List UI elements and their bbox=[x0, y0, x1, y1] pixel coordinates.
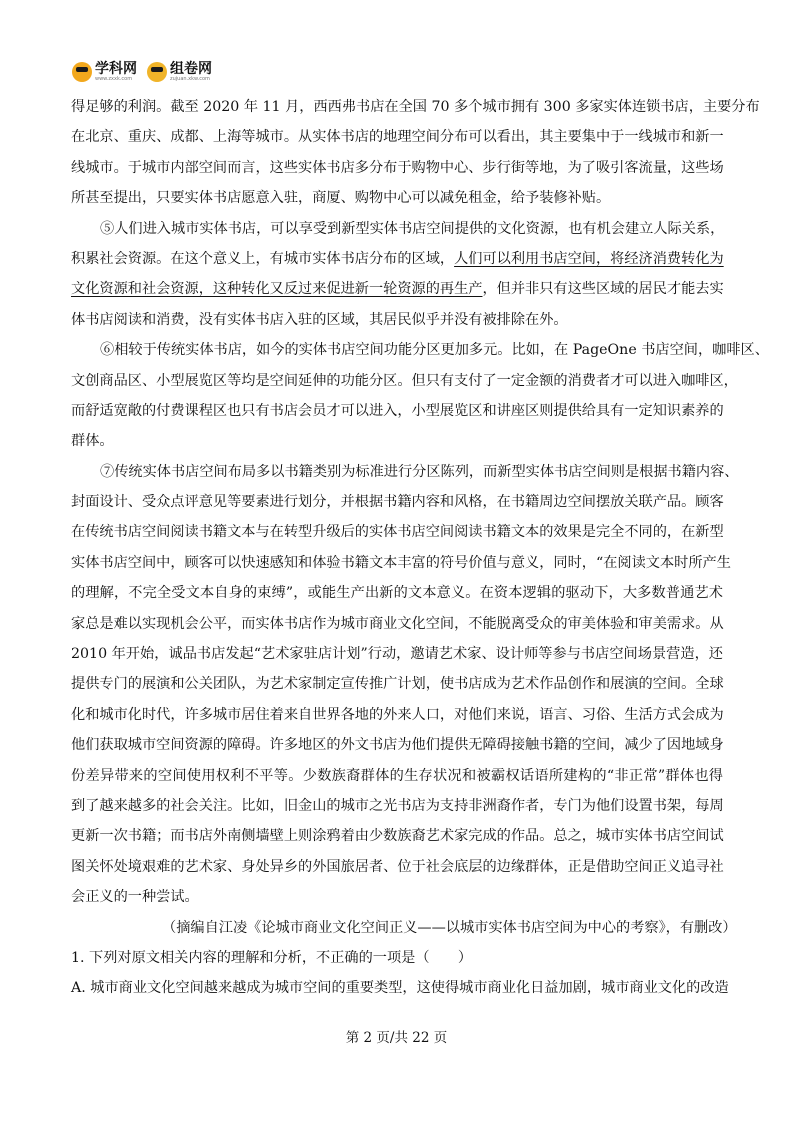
line-text: 而舒适宽敞的付费课程区也只有书店会员才可以进入，小型展览区和讲座区则提供给具有一定知识素养的 bbox=[71, 402, 724, 419]
line-text: 体书店阅读和消费，没有实体书店入驻的区域，其居民似乎并没有被排除在外。 bbox=[71, 311, 568, 328]
underlined-text: 人们可以利用书店空间，将经济消费转化为 bbox=[454, 250, 724, 267]
text-line bbox=[71, 761, 723, 791]
line-text: 在传统书店空间阅读书籍文本与在转型升级后的实体书店空间阅读书籍文本的效果是完全不同的，在新型 bbox=[71, 524, 724, 541]
text-line bbox=[71, 183, 723, 213]
line-text: 图关怀处境艰难的艺术家、身处异乡的外国旅居者、位于社会底层的边缘群体，正是借助空间正义追寻社 bbox=[71, 858, 724, 875]
text-line bbox=[71, 578, 723, 608]
graduation-cap-icon bbox=[72, 62, 92, 82]
text-line bbox=[71, 639, 723, 669]
line-text: 提供专门的展演和公关团队，为艺术家制定宣传推广计划，使书店成为艺术作品创作和展演的空间。全球 bbox=[71, 676, 724, 693]
text-line bbox=[71, 487, 723, 517]
text-line bbox=[71, 122, 723, 152]
zujuanwang-logo bbox=[147, 62, 212, 82]
line-text: 得足够的利润。截至 2020 年 11 月，西西弗书店在全国 70 多个城市拥有 300 多家实体连锁书店，主要分布 bbox=[71, 99, 760, 115]
line-text: ，但并非只有这些区域的居民才能去实 bbox=[482, 281, 724, 298]
text-line bbox=[71, 669, 723, 699]
text-line bbox=[71, 852, 723, 882]
text-line bbox=[71, 548, 731, 578]
text-line bbox=[71, 730, 723, 760]
line-text: 积累社会资源。在这个意义上，有城市实体书店分布的区域， bbox=[71, 250, 455, 267]
logo-url: zujuan.xkw.com bbox=[170, 76, 210, 82]
line-text: 实体书店空间中，顾客可以快速感知和体验书籍文本丰富的符号价值与意义，同时，“在阅读文本时所产生 bbox=[71, 554, 731, 571]
text-line bbox=[71, 973, 729, 1003]
text-line bbox=[71, 700, 723, 730]
line-text: 更新一次书籍；而书店外南侧墙壁上则涂鸦着由少数族裔艺术家完成的作品。总之，城市实体书店空间试 bbox=[71, 828, 724, 845]
line-text: 在北京、重庆、成都、上海等城市。从实体书店的地理空间分布可以看出，其主要集中于一线城市和新一 bbox=[71, 129, 724, 146]
text-line bbox=[71, 214, 723, 244]
line-text: 会正义的一种尝试。 bbox=[71, 889, 199, 906]
xuekewang-logo bbox=[72, 62, 137, 82]
line-text: ⑥相较于传统实体书店，如今的实体书店空间功能分区更加多元。比如，在 PageOne 书店空间，咖啡区、 bbox=[100, 342, 769, 359]
text-line bbox=[71, 153, 723, 183]
text-line bbox=[71, 426, 723, 456]
line-text: （摘编自江凌《论城市商业文化空间正义——以城市实体书店空间为中心的考察》，有删改） bbox=[162, 919, 737, 936]
logo-name: 组卷网 bbox=[170, 61, 212, 77]
text-line bbox=[71, 274, 723, 304]
line-text: 所甚至提出，只要实体书店愿意入驻，商厦、购物中心可以减免租金，给予装修补贴。 bbox=[71, 190, 611, 207]
logo-name: 学科网 bbox=[95, 61, 137, 77]
text-line bbox=[71, 791, 723, 821]
line-text: 家总是难以实现机会公平，而实体书店作为城市商业文化空间，不能脱离受众的审美体验和审美需求。从 bbox=[71, 615, 724, 632]
page-header bbox=[72, 60, 212, 84]
line-text: 线城市。于城市内部空间而言，这些实体书店多分布于购物中心、步行街等地，为了吸引客流量，这些场 bbox=[71, 159, 724, 176]
text-line bbox=[71, 305, 723, 335]
text-line bbox=[71, 396, 723, 426]
text-line bbox=[71, 609, 723, 639]
text-line bbox=[71, 821, 723, 851]
line-text: ⑤人们进入城市实体书店，可以享受到新型实体书店空间提供的文化资源，也有机会建立人际关系， bbox=[100, 220, 725, 237]
text-line bbox=[71, 882, 723, 912]
article-body bbox=[71, 92, 769, 1004]
line-text: ⑦传统实体书店空间布局多以书籍类别为标准进行分区陈列，而新型实体书店空间则是根据书籍内容、 bbox=[100, 463, 739, 480]
text-line bbox=[71, 517, 723, 547]
line-text: 的理解，不完全受文本自身的束缚”，或能生产出新的文本意义。在资本逻辑的驱动下，大多数普通艺术 bbox=[71, 585, 723, 602]
line-text: 1. 下列对原文相关内容的理解和分析，不正确的一项是（ ） bbox=[71, 949, 473, 966]
page-number: 第 2 页/共 22 页 bbox=[345, 1030, 448, 1046]
line-text: 2010 年开始，诚品书店发起“艺术家驻店计划”行动，邀请艺术家、设计师等参与书店空间场景营造，还 bbox=[71, 646, 723, 663]
text-line bbox=[71, 335, 769, 365]
text-line bbox=[71, 943, 723, 973]
line-text: 化和城市化时代，许多城市居住着来自世界各地的外来人口，对他们来说，语言、习俗、生活方式会成为 bbox=[71, 706, 724, 723]
line-text: 封面设计、受众点评意见等要素进行划分，并根据书籍内容和风格，在书籍周边空间摆放关联产品。顾客 bbox=[71, 494, 724, 511]
text-line bbox=[71, 92, 760, 122]
underlined-text: 文化资源和社会资源，这种转化又反过来促进新一轮资源的再生产 bbox=[71, 281, 483, 298]
text-line bbox=[71, 366, 738, 396]
graduation-cap-icon bbox=[147, 62, 167, 82]
text-line bbox=[71, 244, 723, 274]
line-text: A. 城市商业文化空间越来越成为城市空间的重要类型，这使得城市商业化日益加剧，城市商业文化的改造 bbox=[71, 980, 729, 997]
line-text: 群体。 bbox=[71, 433, 114, 450]
logo-url: www.zxxk.com bbox=[95, 76, 133, 82]
line-text: 他们获取城市空间资源的障碍。许多地区的外文书店为他们提供无障碍接触书籍的空间，减少了因地域身 bbox=[71, 737, 724, 754]
line-text: 到了越来越多的社会关注。比如，旧金山的城市之光书店为支持非洲裔作者，专门为他们设置书架，每周 bbox=[71, 797, 724, 814]
line-text: 份差异带来的空间使用权利不平等。少数族裔群体的生存状况和被霸权话语所建构的“非正常”群体也得 bbox=[71, 767, 723, 784]
line-text: 文创商品区、小型展览区等均是空间延伸的功能分区。但只有支付了一定金额的消费者才可以进入咖啡区， bbox=[71, 372, 738, 389]
text-line bbox=[71, 457, 739, 487]
text-line bbox=[71, 913, 737, 943]
